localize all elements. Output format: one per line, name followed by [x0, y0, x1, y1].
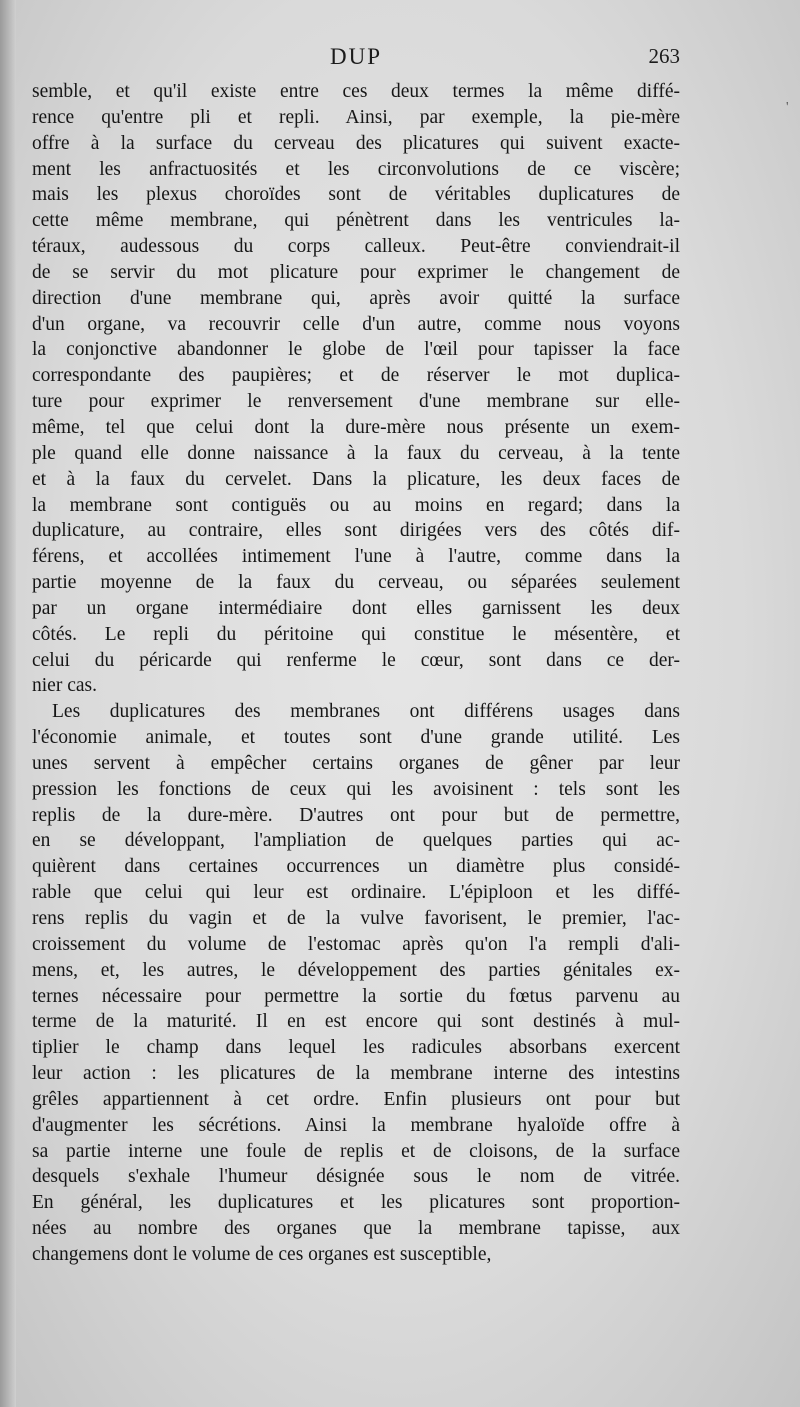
text-line: replis de la dure-mère. D'autres ont pour but de permettre, [32, 804, 680, 826]
margin-mark: ' [786, 100, 789, 115]
text-line: cette même membrane, qui pénètrent dans les ventricules la- [32, 210, 680, 232]
page-number: 263 [648, 44, 680, 68]
text-line: changemens dont le volume de ces organes est susceptible, [32, 1243, 492, 1265]
text-line: semble, et qu'il existe entre ces deux termes la même diffé- [32, 81, 680, 102]
running-title: DUP [329, 44, 382, 69]
body-text [32, 79, 680, 1268]
text-line: rens replis du vagin et de la vulve favorisent, le premier, l'ac- [32, 908, 680, 929]
text-line: l'économie animale, et toutes sont d'une grande utilité. Les [32, 727, 680, 749]
text-line: grêles appartiennent à cet ordre. Enfin plusieurs ont pour but [32, 1088, 680, 1110]
text-line: direction d'une membrane qui, après avoir quitté la surface [32, 287, 680, 309]
text-line: mais les plexus choroïdes sont de véritables duplicatures de [32, 184, 680, 206]
text-line: mens, et, les autres, le développement des parties génitales ex- [32, 959, 680, 981]
text-line: téraux, audessous du corps calleux. Peut-être conviendrait-il [32, 236, 680, 258]
text-line: unes servent à empêcher certains organes de gêner par leur [32, 752, 680, 774]
text-line: ple quand elle donne naissance à la faux du cerveau, à la tente [32, 442, 680, 464]
text-line: férens, et accollées intimement l'une à l'autre, comme dans la [32, 546, 680, 568]
text-line: En général, les duplicatures et les plicatures sont proportion- [32, 1192, 680, 1214]
text-line: offre à la surface du cerveau des plicatures qui suivent exacte- [32, 132, 680, 154]
text-line: nier cas. [32, 675, 97, 697]
text-line: duplicature, au contraire, elles sont dirigées vers des côtés dif- [32, 520, 680, 542]
text-line: Les duplicatures des membranes ont différens usages dans [52, 701, 680, 723]
text-line: d'augmenter les sécrétions. Ainsi la membrane hyaloïde offre à [32, 1114, 680, 1136]
text-line: ment les anfractuosités et les circonvolutions de ce viscère; [32, 158, 680, 180]
text-line: la conjonctive abandonner le globe de l'œil pour tapisser la face [32, 339, 680, 361]
text-line: ture pour exprimer le renversement d'une membrane sur elle- [32, 391, 680, 413]
text-line: terme de la maturité. Il en est encore qui sont destinés à mul- [32, 1011, 680, 1033]
text-line: d'un organe, va recouvrir celle d'un autre, comme nous voyons [32, 313, 680, 335]
text-line: côtés. Le repli du péritoine qui constitue le mésentère, et [32, 623, 680, 645]
text-line: rable que celui qui leur est ordinaire. L'épiploon et les diffé- [32, 882, 680, 904]
text-line: leur action : les plicatures de la membrane interne des intestins [32, 1063, 680, 1085]
running-header [32, 44, 680, 80]
text-line: quièrent dans certaines occurrences un diamètre plus considé- [32, 856, 680, 878]
text-line: pression les fonctions de ceux qui les avoisinent : tels sont les [32, 778, 680, 800]
text-line: ternes nécessaire pour permettre la sortie du fœtus parvenu au [32, 985, 680, 1007]
text-line: de se servir du mot plicature pour exprimer le changement de [32, 261, 680, 283]
text-line: partie moyenne de la faux du cerveau, ou séparées seulement [32, 572, 680, 594]
text-line: même, tel que celui dont la dure-mère nous présente un exem- [32, 416, 680, 438]
text-line: desquels s'exhale l'humeur désignée sous le nom de vitrée. [32, 1166, 680, 1188]
text-line: par un organe intermédiaire dont elles garnissent les deux [32, 597, 680, 619]
text-line: rence qu'entre pli et repli. Ainsi, par exemple, la pie-mère [32, 106, 680, 128]
text-line: et à la faux du cervelet. Dans la plicature, les deux faces de [32, 468, 680, 490]
text-line: nées au nombre des organes que la membrane tapisse, aux [32, 1218, 680, 1240]
text-line: celui du péricarde qui renferme le cœur, sont dans ce der- [32, 649, 680, 671]
text-line: en se développant, l'ampliation de quelques parties qui ac- [32, 830, 680, 852]
text-line: croissement du volume de l'estomac après qu'on l'a rempli d'ali- [32, 933, 680, 955]
text-line: tiplier le champ dans lequel les radicules absorbans exercent [32, 1037, 680, 1059]
text-line: sa partie interne une foule de replis et de cloisons, de la surface [32, 1140, 680, 1162]
text-line: la membrane sont contiguës ou au moins en regard; dans la [32, 494, 680, 516]
page-gutter-shadow [0, 0, 16, 1407]
text-line: correspondante des paupières; et de réserver le mot duplica- [32, 365, 680, 387]
